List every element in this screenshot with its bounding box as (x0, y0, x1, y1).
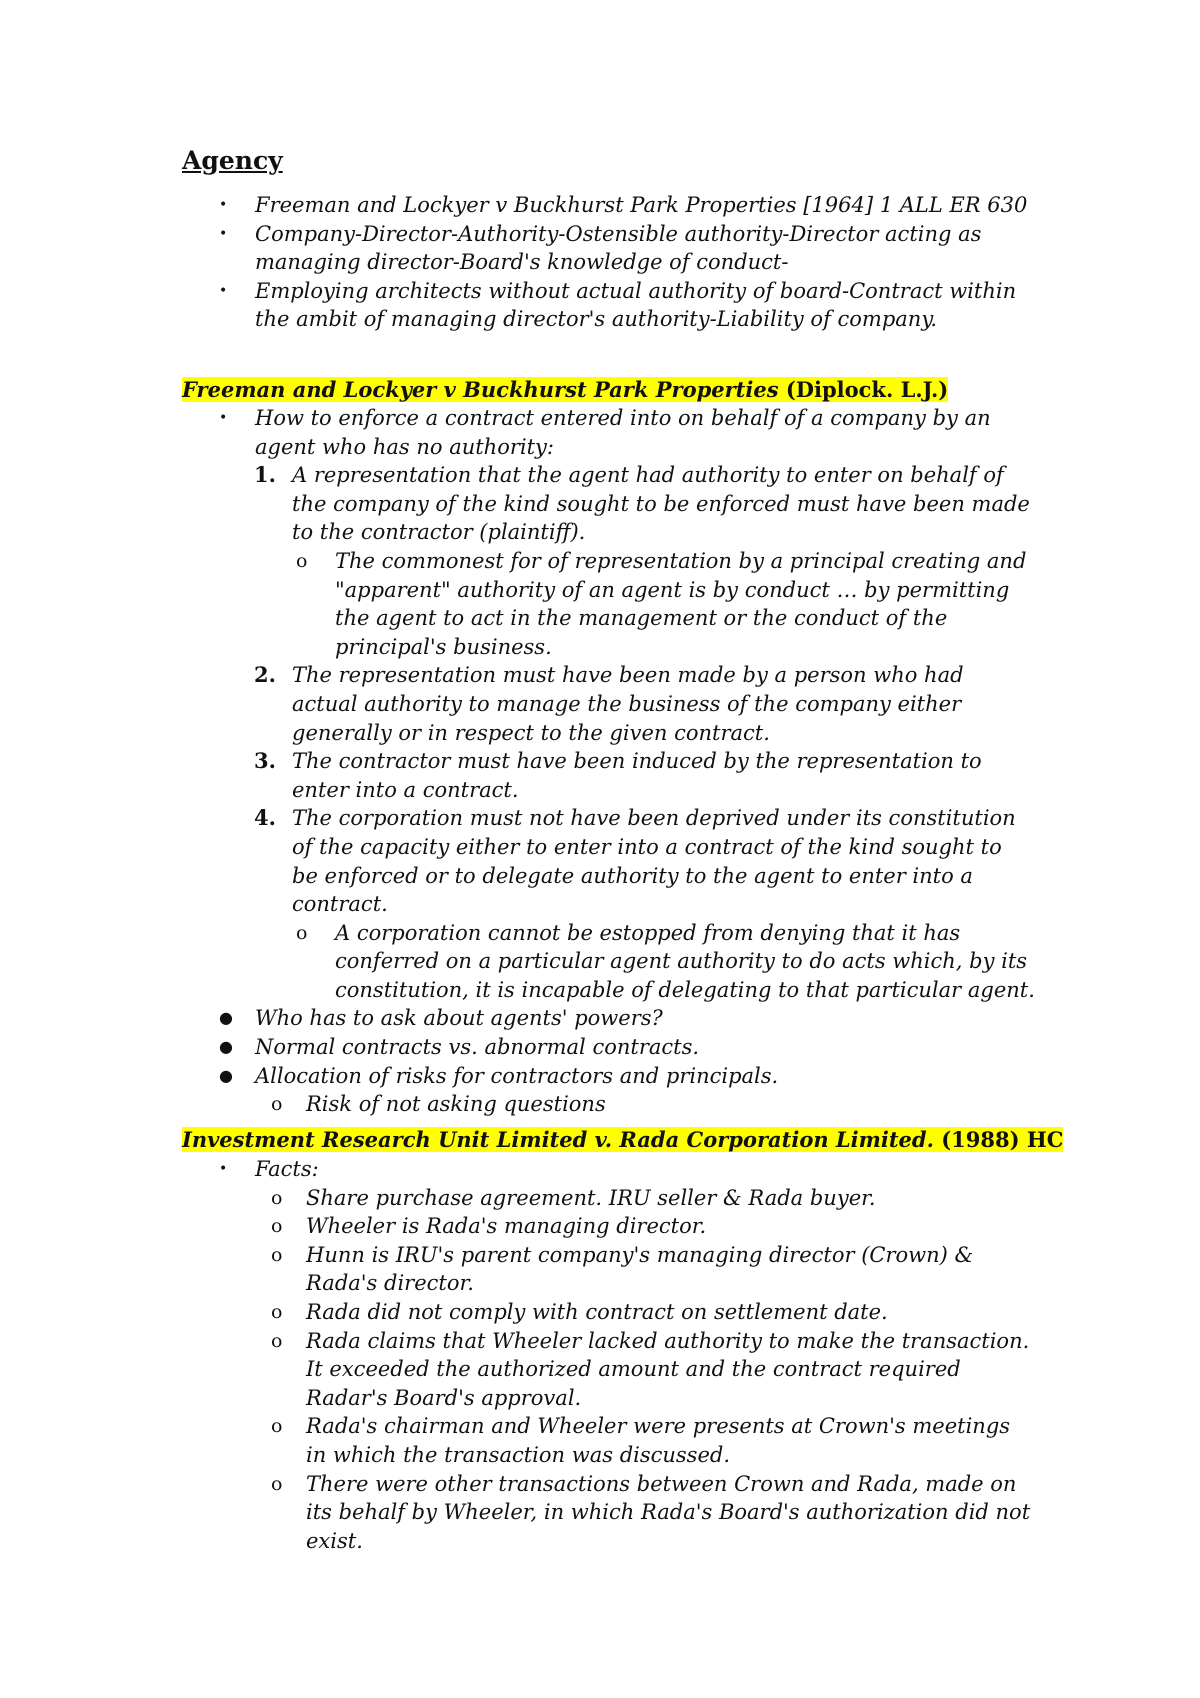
case-title: Investment Research Unit Limited v. Rada Corporation Limited. (182, 1127, 934, 1152)
numbered-item: 3. The contractor must have been induced by the representation to enter into a contract. (254, 748, 982, 802)
circle-marker: o (271, 1300, 283, 1323)
fact-item: o Hunn is IRU's parent company's managing director (Crown) & Rada's director. (271, 1242, 974, 1296)
dot-marker: ● (219, 1065, 233, 1085)
numbered-item: 1. A representation that the agent had authority to enter on behalf of the company of the kind sought to be enforced must have been made to the contractor (plaintiff). (254, 462, 1030, 545)
list-item: ● Allocation of risks for contractors and principals. (0, 1062, 1200, 1091)
circle-marker: o (296, 549, 308, 572)
case1-list (0, 404, 1200, 1119)
list-item: • Employing architects without actual authority of board-Contract within the ambit of managing director's authority-Liability of company. (219, 278, 1017, 332)
circle-marker: o (271, 1186, 283, 1209)
bullet-marker: • (219, 282, 228, 299)
bullet-marker: • (219, 410, 228, 426)
fact-item: o Rada's chairman and Wheeler were presents at Crown's meetings in which the transaction was discussed. (271, 1414, 1011, 1467)
fact-item: o Wheeler is Rada's managing director. (0, 1212, 1200, 1241)
circle-marker: o (271, 1215, 283, 1238)
fact-item: o Share purchase agreement. IRU seller & Rada buyer. (0, 1184, 1200, 1213)
sub-item: o The commonest for of representation by a principal creating and "apparent" authority of an agent is by conduct … by permitting the agent to act in the management or the conduct of the principal's business. (296, 548, 1027, 659)
circle-marker: o (271, 1243, 283, 1266)
list-item: ● Who has to ask about agents' powers? (0, 1004, 1200, 1033)
circle-marker: o (296, 921, 308, 944)
number-marker: 4. (254, 805, 276, 831)
sub-item: o Risk of not asking questions (0, 1090, 1200, 1119)
numbered-item: 2. The representation must have been made by a person who had actual authority to manage the business of the company either generally or in respect to the given contract. (254, 662, 964, 745)
dot-marker: ● (219, 1008, 233, 1028)
list-item: ● Normal contracts vs. abnormal contracts. (0, 1033, 1200, 1062)
case-heading (182, 1125, 1063, 1155)
number-marker: 1. (254, 462, 276, 488)
list-item: • How to enforce a contract entered into on behalf of a company by an agent who has no authority: (219, 406, 991, 459)
number-marker: 2. (254, 662, 276, 688)
list-item: • Facts: (0, 1155, 1200, 1184)
circle-marker: o (271, 1472, 283, 1495)
bullet-marker: • (219, 1161, 228, 1177)
bullet-marker: • (219, 225, 228, 242)
list-item: • Company-Director-Authority-Ostensible authority-Director acting as managing director-Board's knowledge of conduct- (219, 221, 982, 275)
case-judge: (Diplock. L.J.) (778, 377, 949, 402)
dot-marker: ● (219, 1037, 233, 1057)
fact-item: o Rada did not comply with contract on settlement date. (0, 1298, 1200, 1327)
circle-marker: o (271, 1415, 283, 1438)
fact-item: o Rada claims that Wheeler lacked authority to make the transaction. It exceeded the authorized amount and the contract required Radar's Board's approval. (271, 1328, 1030, 1410)
case2-list (0, 1155, 1200, 1555)
page-title: Agency (182, 146, 283, 175)
fact-item: o There were other transactions between Crown and Rada, made on its behalf by Wheeler, in which Rada's Board's authorization did not exist. (271, 1471, 1031, 1553)
case-heading (182, 375, 948, 405)
numbered-item: 4. The corporation must not have been deprived under its constitution of the capacity either to enter into a contract of the kind sought to be enforced or to delegate authority to the agent to enter into a contract. (254, 805, 1016, 917)
case-year: (1988) HC (933, 1127, 1064, 1152)
case-title: Freeman and Lockyer v Buckhurst Park Properties (182, 377, 779, 402)
bullet-marker: • (219, 197, 228, 213)
circle-marker: o (271, 1329, 283, 1352)
circle-marker: o (271, 1093, 283, 1116)
list-item: • Freeman and Lockyer v Buckhurst Park Properties [1964] 1 ALL ER 630 (0, 191, 1200, 220)
number-marker: 3. (254, 748, 276, 774)
sub-item: o A corporation cannot be estopped from denying that it has conferred on a particular agent authority to do acts which, by its constitution, it is incapable of delegating to that particular agent. (296, 920, 1035, 1002)
intro-list (0, 191, 1200, 334)
